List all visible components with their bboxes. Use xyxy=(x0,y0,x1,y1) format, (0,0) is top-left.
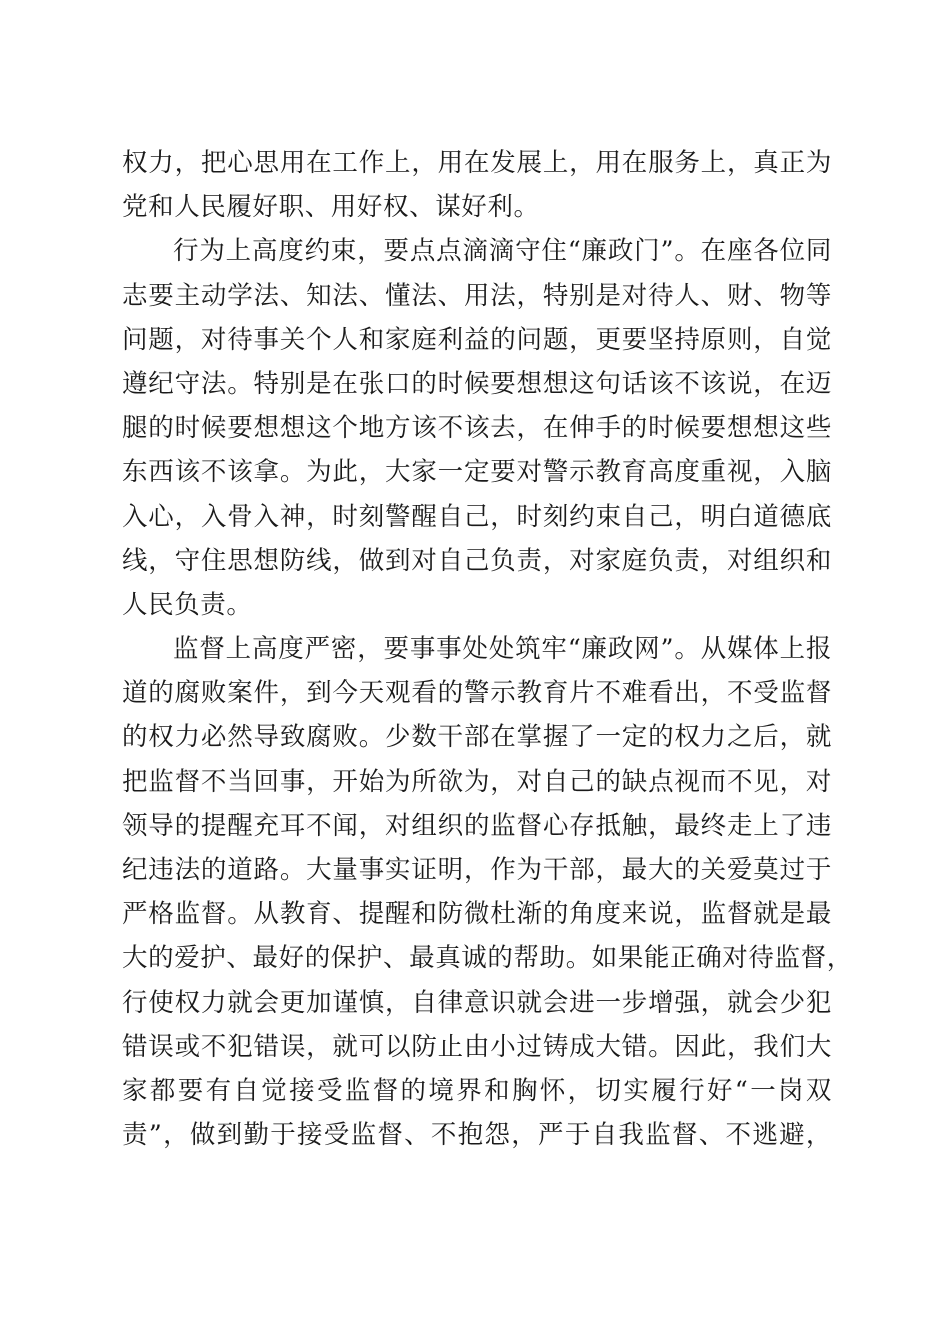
body-text xyxy=(122,141,853,1157)
text-line: 责”，做到勤于接受监督、不抱怨，严于自我监督、不逃避， xyxy=(122,1120,832,1151)
text-line: 线，守住思想防线，做到对自己负责，对家庭负责，对组织和 xyxy=(122,545,832,576)
text-line: 纪违法的道路。大量事实证明，作为干部，最大的关爱莫过于 xyxy=(122,855,832,885)
text-line: 大的爱护、最好的保护、最真诚的帮助。如果能正确对待监督， xyxy=(122,943,853,974)
paragraph-first-line: 行为上高度约束，要点点滴滴守住“廉政门”。在座各位同 xyxy=(173,236,832,267)
text-line: 党和人民履好职、用好权、谋好利。 xyxy=(122,192,540,223)
text-line: 错误或不犯错误，就可以防止由小过铸成大错。因此，我们大 xyxy=(122,1031,832,1062)
text-line: 道的腐败案件，到今天观看的警示教育片不难看出，不受监督 xyxy=(122,678,832,709)
text-line: 的权力必然导致腐败。少数干部在掌握了一定的权力之后，就 xyxy=(122,722,832,753)
text-line: 严格监督。从教育、提醒和防微杜渐的角度来说，监督就是最 xyxy=(122,899,832,930)
text-line: 东西该不该拿。为此，大家一定要对警示教育高度重视，入脑 xyxy=(122,457,832,488)
text-line: 人民负责。 xyxy=(122,589,253,620)
text-line: 遵纪守法。特别是在张口的时候要想想这句话该不该说，在迈 xyxy=(122,368,832,399)
text-line: 家都要有自觉接受监督的境界和胸怀，切实履行好“一岗双 xyxy=(122,1075,832,1106)
text-line: 把监督不当回事，开始为所欲为，对自己的缺点视而不见，对 xyxy=(122,766,832,797)
text-line: 权力，把心思用在工作上，用在发展上，用在服务上，真正为 xyxy=(122,148,832,178)
text-line: 入心，入骨入神，时刻警醒自己，时刻约束自己，明白道德底 xyxy=(122,501,832,532)
text-line: 志要主动学法、知法、懂法、用法，特别是对待人、财、物等 xyxy=(122,280,832,311)
paragraph-first-line: 监督上高度严密，要事事处处筑牢“廉政网”。从媒体上报 xyxy=(173,634,832,665)
text-line: 问题，对待事关个人和家庭利益的问题，更要坚持原则，自觉 xyxy=(122,324,832,355)
text-line: 行使权力就会更加谨慎，自律意识就会进一步增强，就会少犯 xyxy=(122,987,832,1018)
text-line: 领导的提醒充耳不闻，对组织的监督心存抵触，最终走上了违 xyxy=(122,810,832,841)
text-line: 腿的时候要想想这个地方该不该去，在伸手的时候要想想这些 xyxy=(122,413,832,444)
